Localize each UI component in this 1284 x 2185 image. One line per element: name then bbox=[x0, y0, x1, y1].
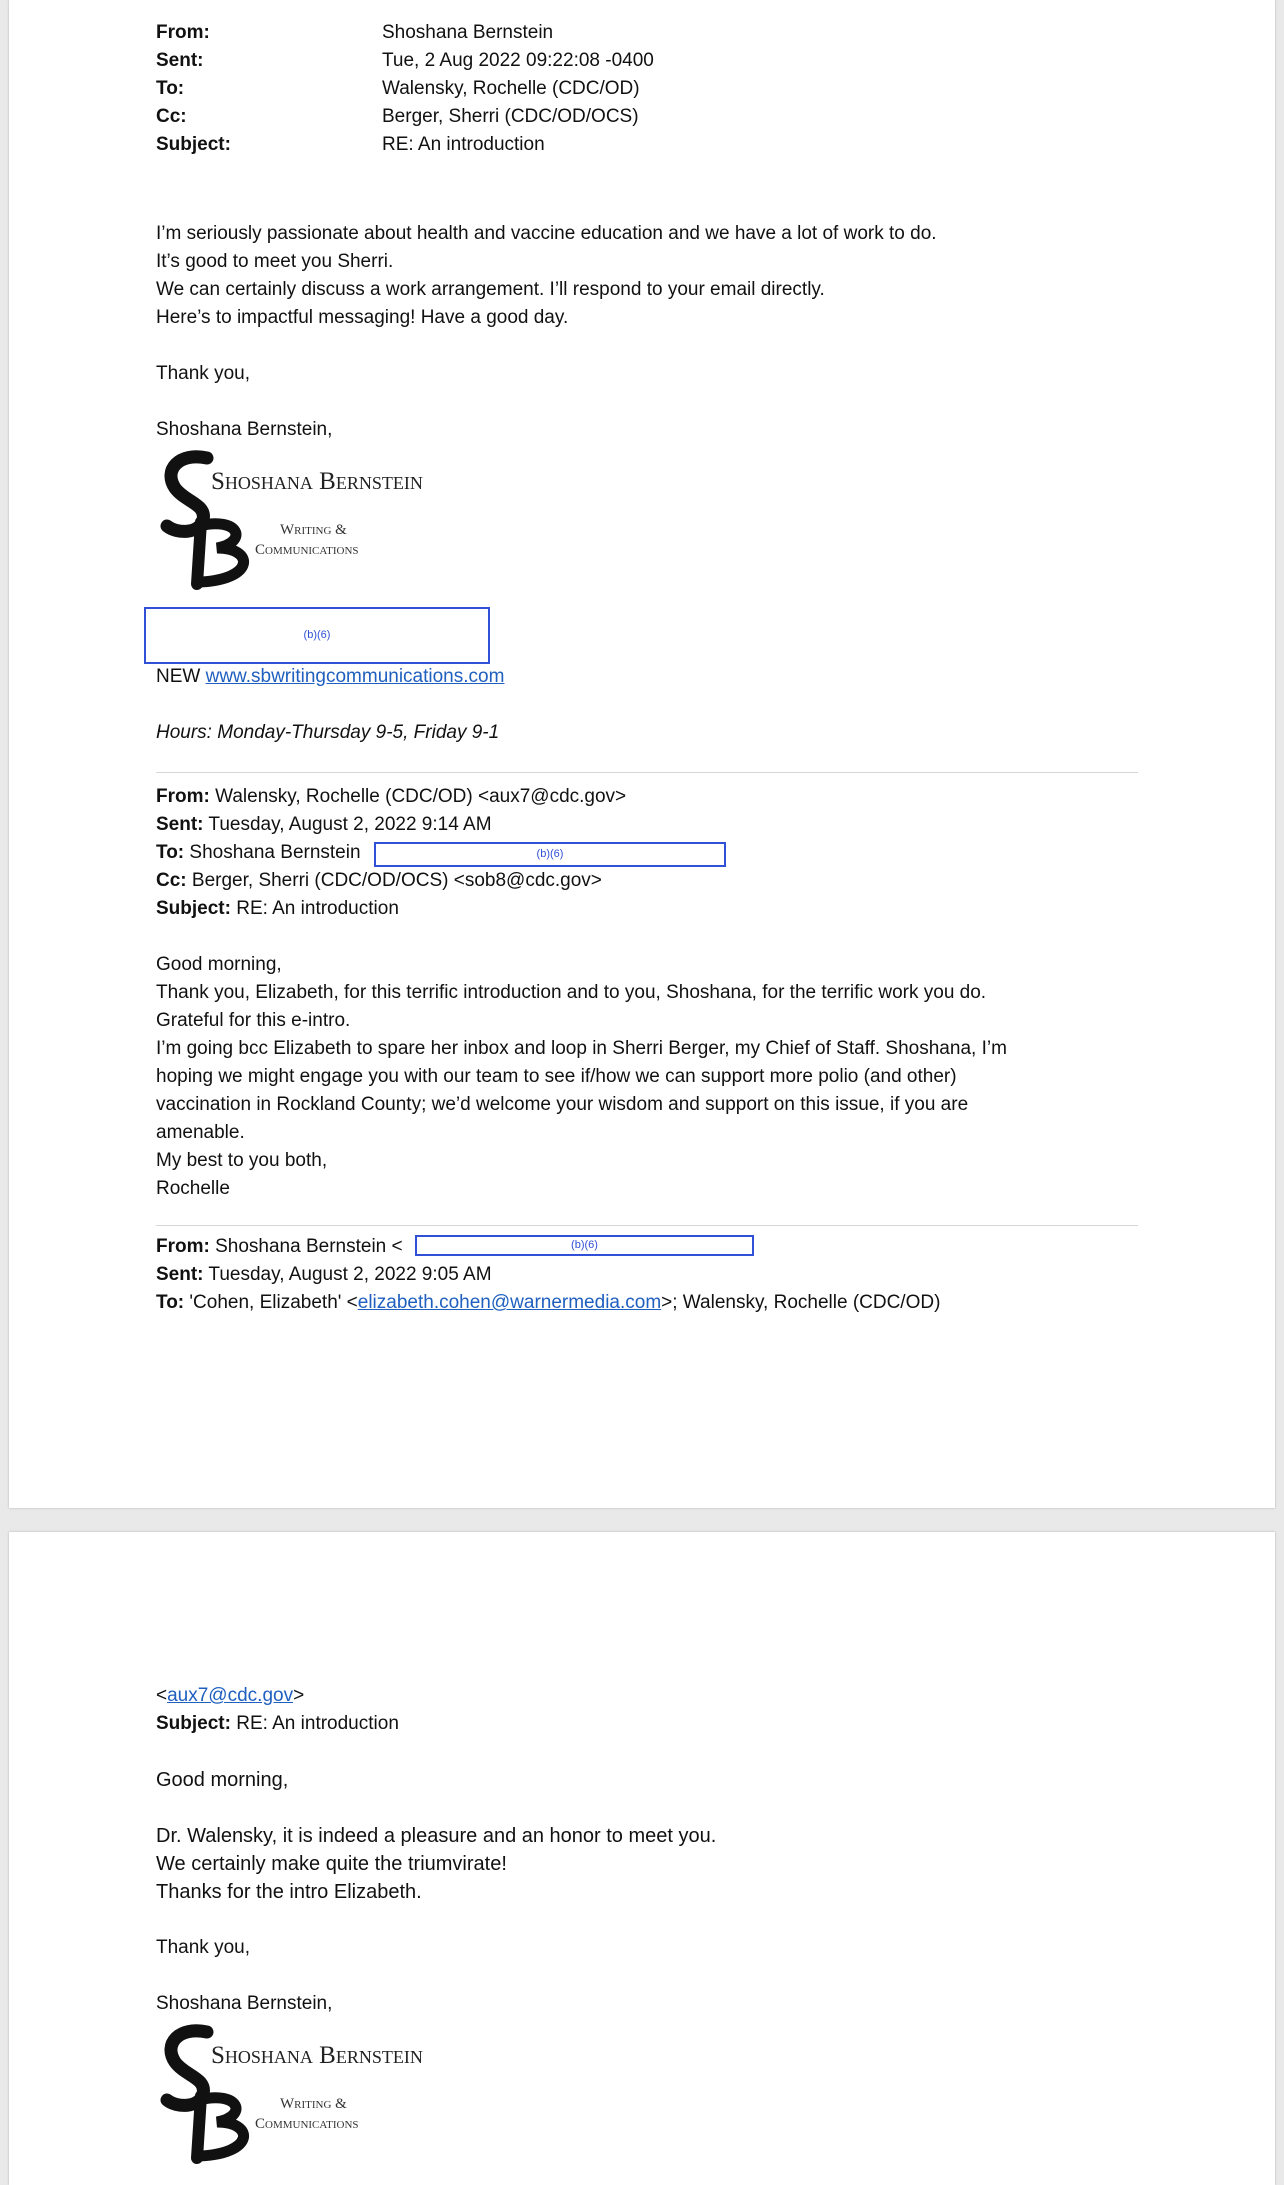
quoted1-sent bbox=[156, 811, 492, 839]
quoted2-sent-label: Sent: bbox=[156, 1264, 204, 1285]
quoted1-line: Rochelle bbox=[156, 1178, 230, 1199]
quoted1-subject-value: RE: An introduction bbox=[230, 898, 399, 919]
quoted1-line: vaccination in Rockland County; we’d welcome your wisdom and support on this issue, if you are bbox=[156, 1094, 969, 1115]
divider bbox=[156, 1225, 1138, 1226]
logo-line1: Writing & bbox=[280, 522, 347, 538]
website-prefix: NEW bbox=[156, 666, 206, 687]
header-cc-label: Cc: bbox=[156, 106, 187, 127]
sb-logo bbox=[159, 450, 479, 590]
logo-line1: Writing & bbox=[280, 2096, 347, 2112]
quoted1-line: Grateful for this e-intro. bbox=[156, 1010, 351, 1031]
quoted2-line: Thanks for the intro Elizabeth. bbox=[156, 1881, 422, 1903]
quoted2-from-value: Shoshana Bernstein < bbox=[209, 1236, 403, 1257]
quoted2-line: We certainly make quite the triumvirate! bbox=[156, 1853, 507, 1875]
header-from-label: From: bbox=[156, 22, 210, 43]
quoted1-line: amenable. bbox=[156, 1122, 245, 1143]
quoted2-subject-value: RE: An introduction bbox=[230, 1713, 399, 1734]
quoted1-to-label: To: bbox=[156, 842, 185, 863]
header-to-value: Walensky, Rochelle (CDC/OD) bbox=[382, 78, 640, 99]
redaction-box: (b)(6) bbox=[415, 1235, 754, 1256]
quoted2-subject-label: Subject: bbox=[156, 1713, 231, 1734]
quoted1-cc bbox=[156, 867, 602, 895]
message-line: I’m seriously passionate about health and vaccine education and we have a lot of work to do. bbox=[156, 223, 937, 244]
redaction-box: (b)(6) bbox=[144, 607, 490, 664]
quoted1-line: Thank you, Elizabeth, for this terrific introduction and to you, Shoshana, for the terrific work you do. bbox=[156, 982, 987, 1003]
divider bbox=[156, 772, 1138, 773]
quoted2-subject bbox=[156, 1710, 399, 1738]
quoted2-signature-name: Shoshana Bernstein, bbox=[156, 1993, 333, 2014]
quoted2-line: Dr. Walensky, it is indeed a pleasure and an honor to meet you. bbox=[156, 1825, 717, 1847]
quoted1-subject-label: Subject: bbox=[156, 898, 231, 919]
message-line: We can certainly discuss a work arrangement. I’ll respond to your email directly. bbox=[156, 279, 825, 300]
website-link[interactable]: www.sbwritingcommunications.com bbox=[205, 666, 505, 687]
aux7-email-link[interactable]: aux7@cdc.gov bbox=[167, 1685, 294, 1706]
quoted1-sent-label: Sent: bbox=[156, 814, 204, 835]
document-page-2 bbox=[9, 1532, 1275, 2185]
header-sent-label: Sent: bbox=[156, 50, 204, 71]
quoted1-cc-value: Berger, Sherri (CDC/OD/OCS) <sob8@cdc.gov> bbox=[186, 870, 602, 891]
quoted2-from bbox=[156, 1233, 403, 1261]
quoted1-to-value: Shoshana Bernstein bbox=[184, 842, 361, 863]
cohen-email-link[interactable]: elizabeth.cohen@warnermedia.com bbox=[357, 1292, 662, 1313]
closing-text: Thank you, bbox=[156, 363, 250, 384]
quoted2-greeting: Good morning, bbox=[156, 1769, 289, 1791]
quoted2-closing: Thank you, bbox=[156, 1937, 250, 1958]
logo-name: Shoshana Bernstein bbox=[211, 468, 423, 495]
quoted2-to-label: To: bbox=[156, 1292, 185, 1313]
quoted2-to-suffix: >; Walensky, Rochelle (CDC/OD) bbox=[661, 1292, 941, 1313]
logo-line2: Communications bbox=[255, 542, 359, 558]
quoted2-to bbox=[156, 1289, 940, 1317]
quoted1-subject bbox=[156, 895, 399, 923]
sb-logo bbox=[159, 2024, 479, 2164]
message-line: Here’s to impactful messaging! Have a good day. bbox=[156, 307, 569, 328]
website-line bbox=[156, 663, 504, 691]
quoted1-line: hoping we might engage you with our team to see if/how we can support more polio (and other) bbox=[156, 1066, 957, 1087]
quoted2-to-continued bbox=[156, 1682, 304, 1710]
quoted1-from-value: Walensky, Rochelle (CDC/OD) <aux7@cdc.gov> bbox=[209, 786, 627, 807]
header-cc-value: Berger, Sherri (CDC/OD/OCS) bbox=[382, 106, 639, 127]
logo-line2: Communications bbox=[255, 2116, 359, 2132]
redaction-box: (b)(6) bbox=[374, 842, 726, 867]
quoted1-line: I’m going bcc Elizabeth to spare her inbox and loop in Sherri Berger, my Chief of Staff. Shoshana, I’m bbox=[156, 1038, 1007, 1059]
header-from-value: Shoshana Bernstein bbox=[382, 22, 554, 43]
header-subject-label: Subject: bbox=[156, 134, 231, 155]
quoted1-from bbox=[156, 783, 626, 811]
header-sent-value: Tue, 2 Aug 2022 09:22:08 -0400 bbox=[382, 50, 654, 71]
quoted1-line: Good morning, bbox=[156, 954, 282, 975]
quoted2-to-prefix: 'Cohen, Elizabeth' < bbox=[184, 1292, 358, 1313]
cont-suffix: > bbox=[293, 1685, 305, 1706]
quoted1-line: My best to you both, bbox=[156, 1150, 328, 1171]
header-subject-value: RE: An introduction bbox=[382, 134, 545, 155]
cont-prefix: < bbox=[156, 1685, 168, 1706]
message-line: It’s good to meet you Sherri. bbox=[156, 251, 394, 272]
header-to-label: To: bbox=[156, 78, 185, 99]
quoted2-sent bbox=[156, 1261, 492, 1289]
quoted2-sent-value: Tuesday, August 2, 2022 9:05 AM bbox=[203, 1264, 492, 1285]
document-page-1 bbox=[9, 0, 1275, 1508]
quoted1-sent-value: Tuesday, August 2, 2022 9:14 AM bbox=[203, 814, 492, 835]
quoted1-from-label: From: bbox=[156, 786, 210, 807]
quoted1-to bbox=[156, 839, 361, 867]
quoted1-cc-label: Cc: bbox=[156, 870, 187, 891]
quoted2-from-label: From: bbox=[156, 1236, 210, 1257]
signature-name: Shoshana Bernstein, bbox=[156, 419, 333, 440]
hours-line: Hours: Monday-Thursday 9-5, Friday 9-1 bbox=[156, 722, 500, 743]
logo-name: Shoshana Bernstein bbox=[211, 2042, 423, 2069]
